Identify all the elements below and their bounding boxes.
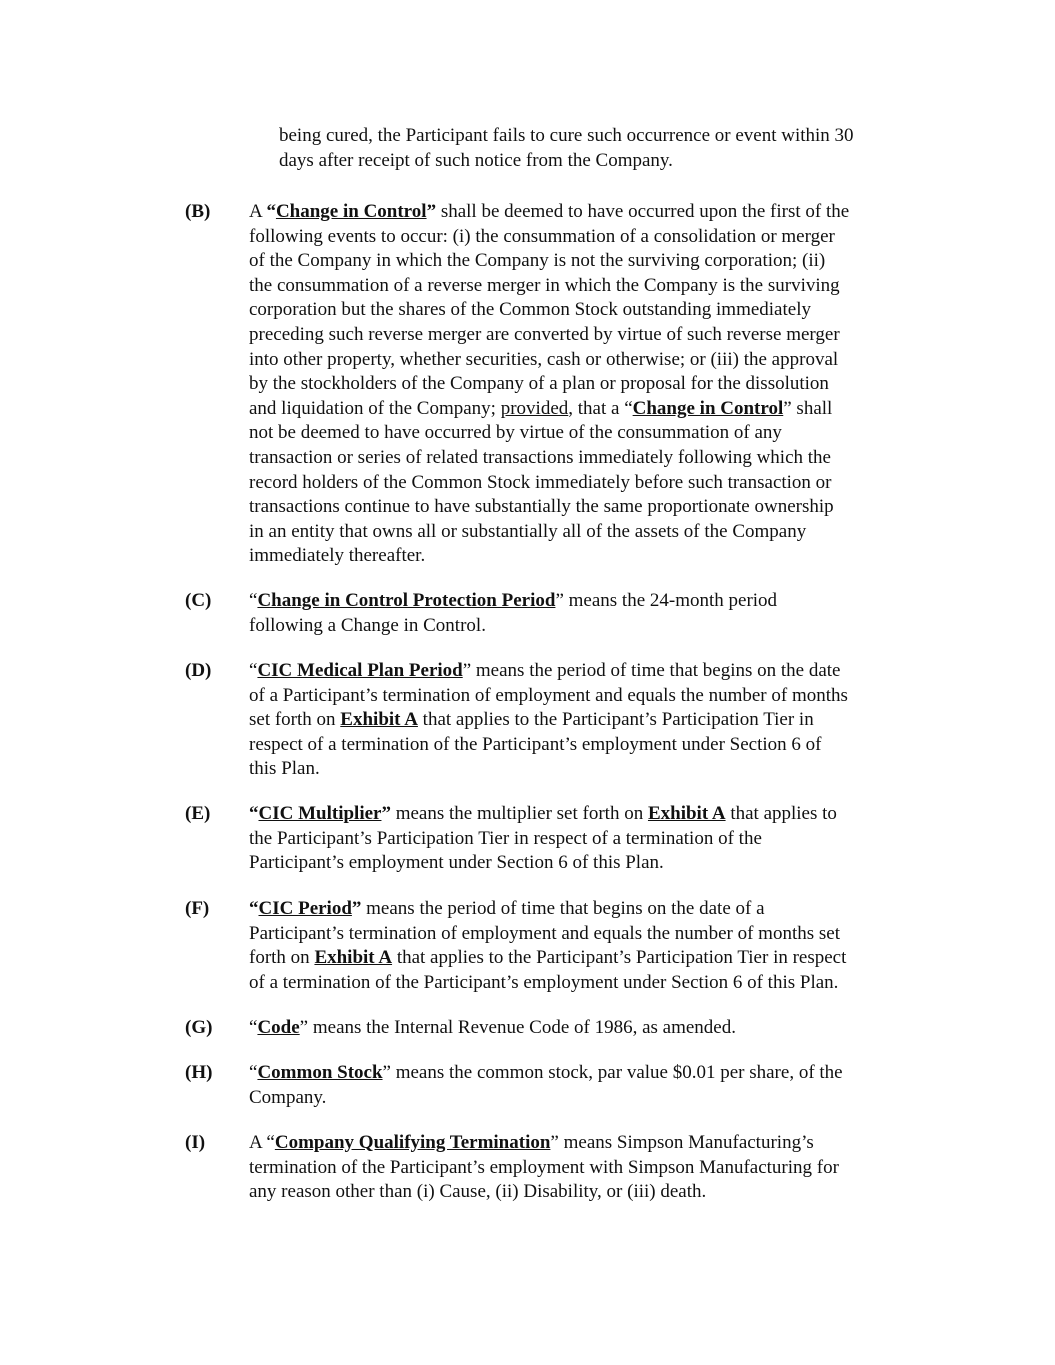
text-run: of the Company in which the Company is not the surviving corporation; (ii) bbox=[249, 250, 826, 272]
defined-term: CIC Period bbox=[258, 898, 352, 919]
section-line bbox=[249, 1061, 915, 1086]
text-run: ” bbox=[381, 803, 391, 824]
section-label: (B) bbox=[185, 201, 211, 222]
text-run: any reason other than (i) Cause, (ii) Disability, or (iii) death. bbox=[249, 1181, 707, 1203]
text-run: of a termination of the Participant’s employment under Section 6 of this Plan. bbox=[249, 971, 839, 993]
section-body bbox=[249, 1061, 915, 1110]
text-run: preceding such reverse merger are converted by virtue of such reverse merger bbox=[249, 323, 840, 345]
section-label: (F) bbox=[185, 898, 210, 919]
defined-term: Code bbox=[257, 1017, 300, 1038]
section-line bbox=[249, 200, 915, 225]
text-run: Company. bbox=[249, 1086, 327, 1108]
section-line bbox=[249, 971, 915, 996]
text-run: A “ bbox=[249, 1132, 275, 1153]
text-run: forth on bbox=[249, 947, 315, 969]
text-run: by the stockholders of the Company of a plan or proposal for the dissolution bbox=[249, 373, 829, 395]
text-run: “ bbox=[249, 803, 259, 824]
defined-term: Change in Control Protection Period bbox=[257, 590, 556, 611]
text-run: ” bbox=[351, 898, 362, 919]
defined-term: Exhibit A bbox=[314, 947, 393, 969]
section-line bbox=[249, 708, 915, 733]
section-line bbox=[249, 495, 915, 520]
section-body bbox=[249, 589, 915, 638]
defined-term: Exhibit A bbox=[647, 803, 726, 824]
text-run: provided bbox=[500, 397, 569, 419]
text-run: the consummation of a reverse merger in which the Company is the surviving bbox=[249, 274, 840, 296]
section-line bbox=[249, 274, 915, 299]
section-line bbox=[249, 471, 915, 496]
section-line bbox=[249, 827, 915, 852]
text-run: the Participant’s Participation Tier in respect of a termination of the bbox=[249, 827, 762, 849]
text-run: and liquidation of the Company; bbox=[249, 397, 501, 419]
defined-term: Change in Control bbox=[275, 201, 427, 222]
defined-term: Change in Control bbox=[632, 397, 784, 419]
defined-term: CIC Multiplier bbox=[258, 803, 382, 824]
text-run: transaction or series of related transactions immediately following which the bbox=[249, 446, 831, 468]
text-run: into other property, whether securities, cash or otherwise; or (iii) the approval bbox=[249, 348, 839, 370]
section-line bbox=[249, 684, 915, 709]
text-run: that applies to the Participant’s Participation Tier in respect bbox=[392, 947, 847, 969]
text-run: “ bbox=[249, 590, 258, 611]
section-line bbox=[249, 614, 915, 639]
defined-term: CIC Medical Plan Period bbox=[257, 660, 463, 681]
section-label: (E) bbox=[185, 803, 211, 824]
section-body bbox=[249, 802, 915, 876]
section-line bbox=[249, 372, 915, 397]
section-label: (D) bbox=[185, 660, 212, 681]
text-run: not be deemed to have occurred by virtue of the consummation of any bbox=[249, 422, 782, 444]
text-run: ” means the 24-month period bbox=[555, 590, 778, 611]
text-run: “ bbox=[249, 1017, 258, 1038]
section-label: (C) bbox=[185, 590, 212, 611]
text-run: record holders of the Common Stock immediately before such transaction or bbox=[249, 471, 832, 493]
text-run: respect of a termination of the Participant’s employment under Section 6 of bbox=[249, 733, 822, 755]
section-line bbox=[249, 249, 915, 274]
section-body bbox=[249, 659, 915, 782]
section-line bbox=[249, 544, 915, 569]
text-run: ” means the Internal Revenue Code of 1986, as amended. bbox=[299, 1017, 736, 1038]
section-line bbox=[249, 802, 915, 827]
section-label: (G) bbox=[185, 1017, 213, 1038]
section-line bbox=[249, 397, 915, 422]
section-line bbox=[249, 1131, 915, 1156]
section-line bbox=[249, 659, 915, 684]
section-line bbox=[249, 589, 915, 614]
section-line bbox=[249, 922, 915, 947]
text-run: “ bbox=[266, 201, 276, 222]
text-run: Participant’s employment under Section 6 of this Plan. bbox=[249, 852, 664, 874]
section-line bbox=[249, 733, 915, 758]
section-body bbox=[249, 1131, 915, 1205]
continuation-line: days after receipt of such notice from the Company. bbox=[279, 149, 673, 171]
text-run: following a Change in Control. bbox=[249, 614, 486, 636]
section-line bbox=[249, 1016, 915, 1041]
text-run: termination of the Participant’s employment with Simpson Manufacturing for bbox=[249, 1156, 839, 1178]
section-line bbox=[249, 421, 915, 446]
text-run: , that a “ bbox=[568, 397, 633, 419]
text-run: immediately thereafter. bbox=[249, 545, 426, 567]
defined-term: Company Qualifying Termination bbox=[274, 1132, 551, 1153]
section-label: (H) bbox=[185, 1062, 213, 1083]
text-run: of a Participant’s termination of employment and equals the number of months bbox=[249, 684, 848, 706]
section-line bbox=[249, 348, 915, 373]
text-run: that applies to the Participant’s Participation Tier in bbox=[417, 709, 814, 731]
text-run: A bbox=[249, 201, 267, 222]
defined-term: Common Stock bbox=[257, 1062, 383, 1083]
section-line bbox=[249, 946, 915, 971]
section-line bbox=[249, 757, 915, 782]
text-run: “ bbox=[249, 660, 258, 681]
text-run: following events to occur: (i) the consummation of a consolidation or merger bbox=[249, 225, 835, 247]
defined-term: Exhibit A bbox=[340, 709, 418, 731]
section-line bbox=[249, 897, 915, 922]
continuation-line: being cured, the Participant fails to cure such occurrence or event within 30 bbox=[279, 125, 854, 146]
section-line bbox=[249, 298, 915, 323]
section-line bbox=[249, 225, 915, 250]
text-run: means the multiplier set forth on bbox=[390, 803, 648, 824]
section-line bbox=[249, 446, 915, 471]
text-run: transactions continue to have substantially the same proportionate ownership bbox=[249, 496, 834, 518]
section-line bbox=[249, 520, 915, 545]
text-run: ” means the period of time that begins on the date bbox=[462, 660, 841, 681]
section-line bbox=[249, 1086, 915, 1111]
text-run: set forth on bbox=[249, 709, 341, 731]
section-body bbox=[249, 200, 915, 569]
text-run: Participant’s termination of employment and equals the number of months set bbox=[249, 922, 840, 944]
text-run: shall be deemed to have occurred upon the first of the bbox=[436, 201, 850, 222]
text-run: ” bbox=[426, 201, 437, 222]
text-run: “ bbox=[249, 898, 259, 919]
section-line bbox=[249, 1156, 915, 1181]
section-line bbox=[249, 323, 915, 348]
text-run: this Plan. bbox=[249, 758, 320, 780]
continuation-paragraph bbox=[279, 124, 919, 173]
section-body bbox=[249, 897, 915, 995]
text-run: in an entity that owns all or substantially all of the assets of the Company bbox=[249, 520, 807, 542]
text-run: ” shall bbox=[783, 397, 833, 419]
section-line bbox=[249, 1180, 915, 1205]
text-run: ” means Simpson Manufacturing’s bbox=[550, 1132, 814, 1153]
text-run: means the period of time that begins on the date of a bbox=[361, 898, 765, 919]
section-body bbox=[249, 1016, 915, 1041]
section-label: (I) bbox=[185, 1132, 206, 1153]
text-run: ” means the common stock, par value $0.01 per share, of the bbox=[382, 1062, 843, 1083]
text-run: that applies to bbox=[725, 803, 837, 824]
text-run: corporation but the shares of the Common Stock outstanding immediately bbox=[249, 299, 811, 321]
section-line bbox=[249, 851, 915, 876]
text-run: “ bbox=[249, 1062, 258, 1083]
